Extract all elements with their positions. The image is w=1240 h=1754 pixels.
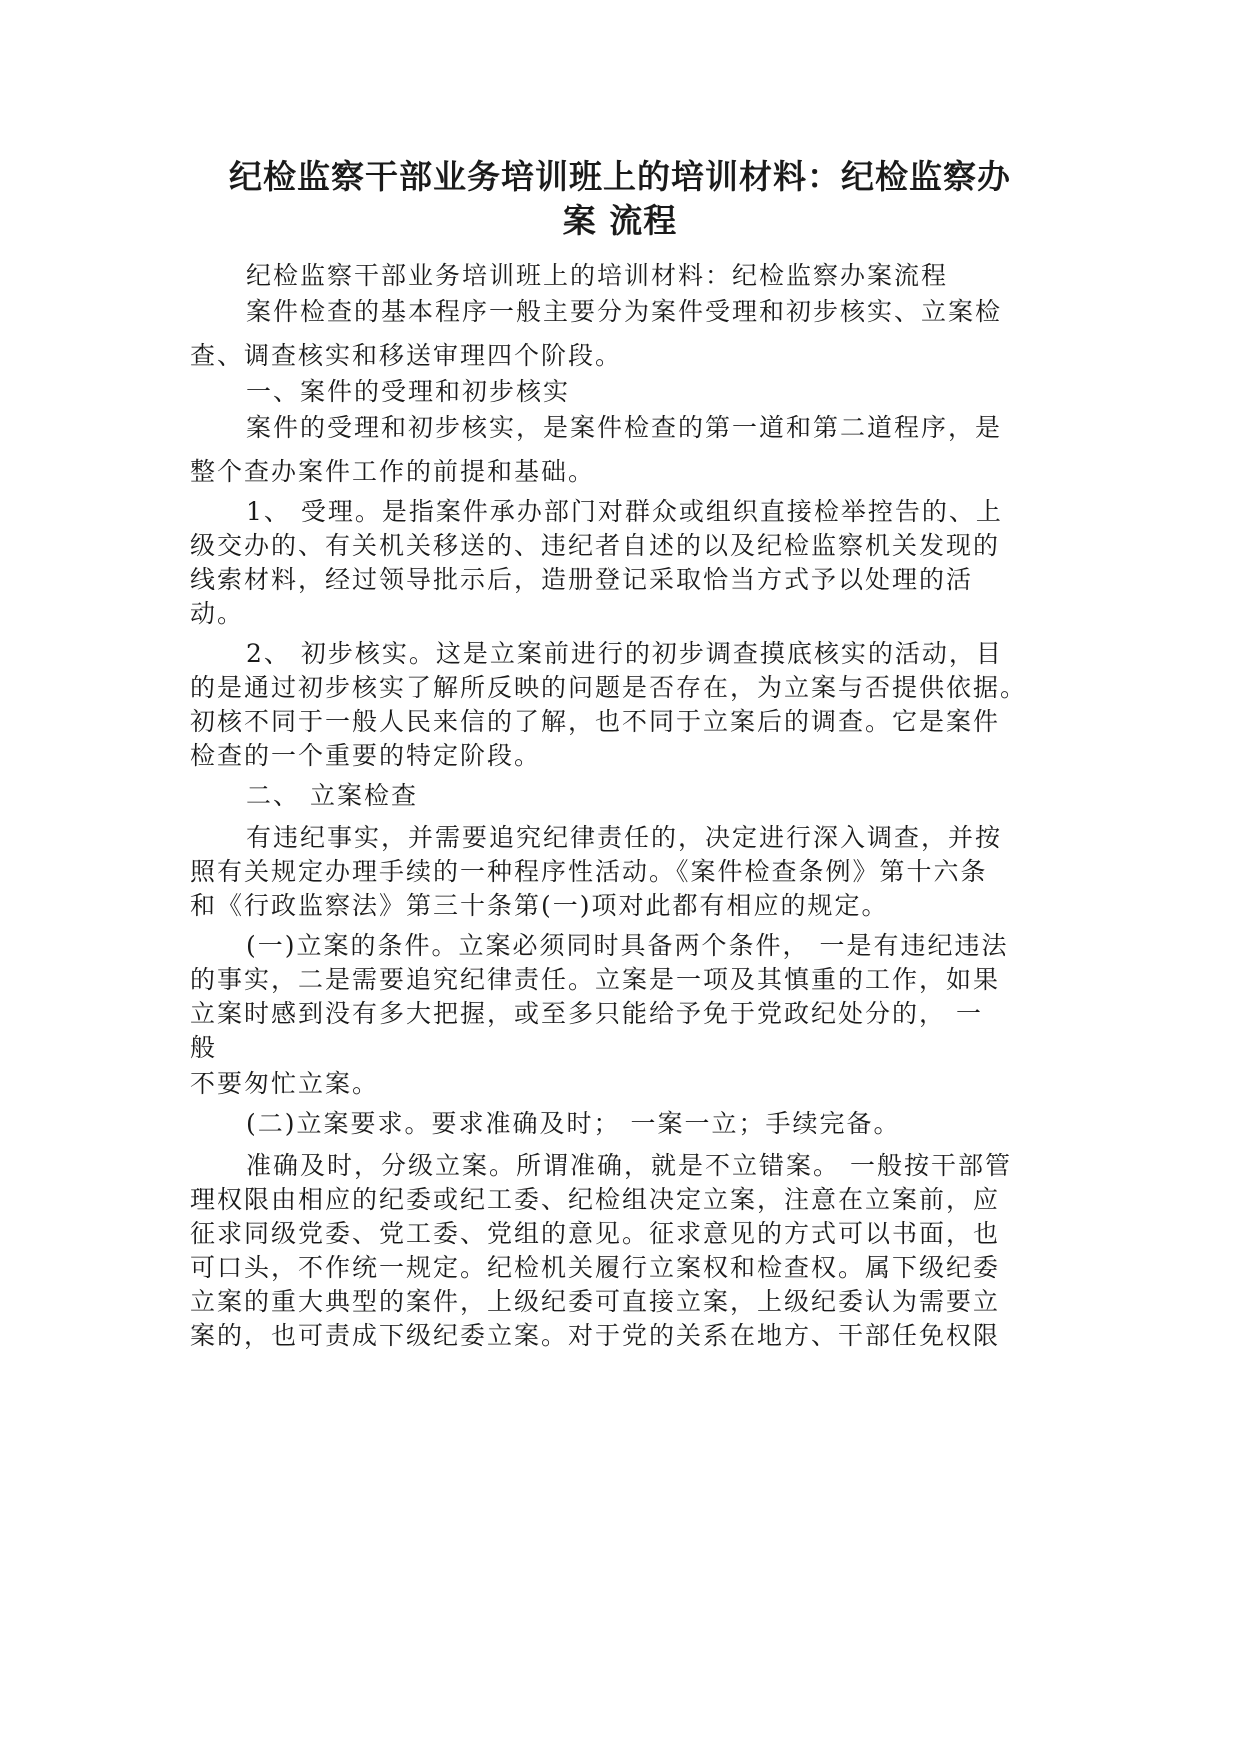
body-line: 有违纪事实，并需要追究纪律责任的，决定进行深入调查，并按 [246, 823, 1003, 852]
body-line: 检查的一个重要的特定阶段。 [190, 741, 542, 770]
body-line: 的事实，二是需要追究纪律责任。立案是一项及其慎重的工作，如果 [190, 965, 1001, 994]
body-line: 案的，也可责成下级纪委立案。对于党的关系在地方、干部任免权限 [190, 1321, 1001, 1350]
body-line: 立案时感到没有多大把握，或至多只能给予免于党政纪处分的， 一 [190, 999, 983, 1028]
body-line: 整个查办案件工作的前提和基础。 [190, 457, 596, 486]
body-line: 的是通过初步核实了解所反映的问题是否存在，为立案与否提供依据。 [190, 673, 1028, 702]
title-line-1: 纪检监察干部业务培训班上的培训材料：纪检监察办 [229, 157, 1011, 196]
body-line: 不要匆忙立案。 [190, 1069, 380, 1098]
body-line: (一)立案的条件。立案必须同时具备两个条件， 一是有违纪违法 [246, 931, 1009, 960]
body-line: 案件的受理和初步核实，是案件检查的第一道和第二道程序，是 [246, 413, 1003, 442]
body-line: 2、 初步核实。这是立案前进行的初步调查摸底核实的活动，目 [246, 639, 1003, 668]
body-line: 准确及时，分级立案。所谓准确，就是不立错案。 一般按干部管 [246, 1151, 1012, 1180]
body-line: (二)立案要求。要求准确及时； 一案一立；手续完备。 [246, 1109, 901, 1138]
body-line: 立案的重大典型的案件，上级纪委可直接立案，上级纪委认为需要立 [190, 1287, 1001, 1316]
body-line: 1、 受理。是指案件承办部门对群众或组织直接检举控告的、上 [246, 497, 1003, 526]
section-heading: 一、案件的受理和初步核实 [246, 377, 571, 406]
body-line: 理权限由相应的纪委或纪工委、纪检组决定立案，注意在立案前，应 [190, 1185, 1001, 1214]
body-line: 动。 [190, 599, 245, 628]
document-title [190, 155, 1050, 243]
body-line: 纪检监察干部业务培训班上的培训材料：纪检监察办案流程 [246, 261, 949, 290]
body-line: 案件检查的基本程序一般主要分为案件受理和初步核实、立案检 [246, 297, 1003, 326]
body-line: 照有关规定办理手续的一种程序性活动。《案件检查条例》第十六条 [190, 857, 988, 886]
title-line-2: 案 流程 [562, 201, 678, 240]
body-line: 线索材料，经过领导批示后，造册登记采取恰当方式予以处理的活 [190, 565, 974, 594]
body-line: 查、调查核实和移送审理四个阶段。 [190, 341, 623, 370]
body-line: 和《行政监察法》第三十条第(一)项对此都有相应的规定。 [190, 891, 889, 920]
body-line: 可口头，不作统一规定。纪检机关履行立案权和检查权。属下级纪委 [190, 1253, 1001, 1282]
body-line: 初核不同于一般人民来信的了解，也不同于立案后的调查。它是案件 [190, 707, 1001, 736]
body-line: 征求同级党委、党工委、党组的意见。征求意见的方式可以书面，也 [190, 1219, 1001, 1248]
section-heading: 二、 立案检查 [246, 781, 418, 810]
body-line: 级交办的、有关机关移送的、违纪者自述的以及纪检监察机关发现的 [190, 531, 1001, 560]
body-line: 般 [190, 1033, 218, 1062]
